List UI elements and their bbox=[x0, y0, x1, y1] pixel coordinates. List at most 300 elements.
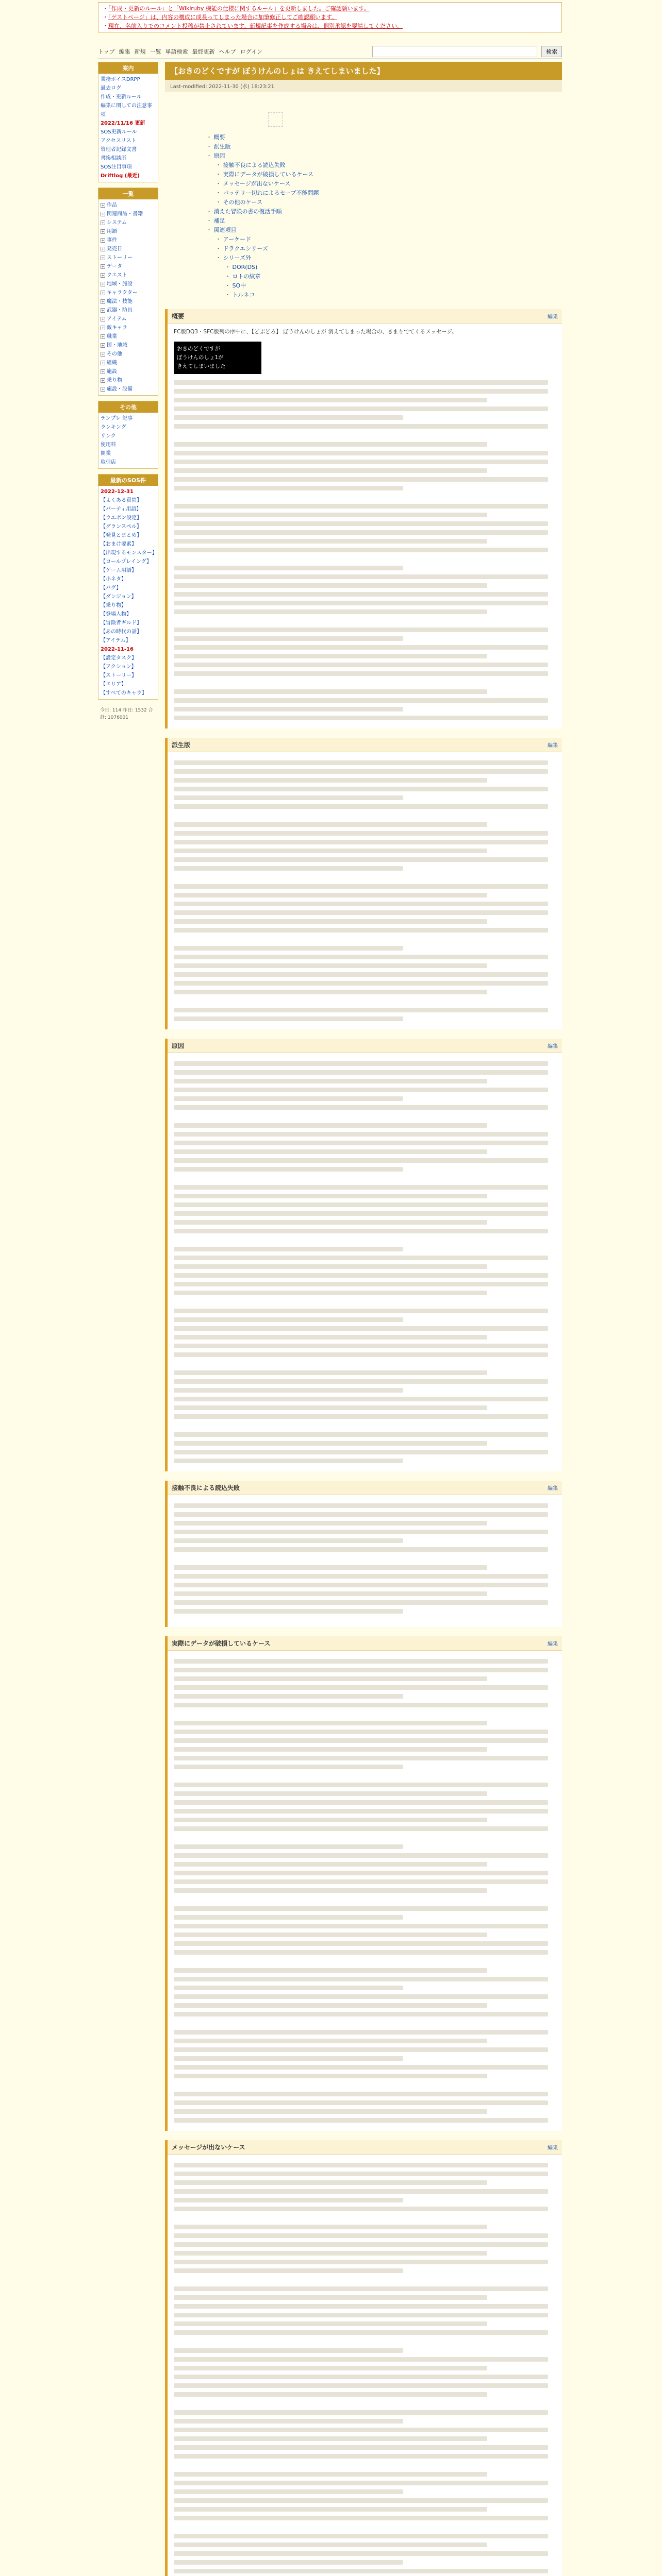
text-line bbox=[174, 1915, 403, 1920]
recent-title: 最新のSOS件 bbox=[98, 474, 158, 486]
text-line bbox=[174, 609, 487, 614]
text-line bbox=[174, 778, 487, 783]
category-item[interactable] bbox=[101, 210, 156, 218]
category-item[interactable] bbox=[101, 306, 156, 315]
expand-icon[interactable]: + bbox=[101, 317, 105, 321]
text-line bbox=[174, 2560, 403, 2565]
paragraph-gap bbox=[174, 556, 556, 562]
text-line bbox=[174, 2304, 548, 2309]
text-line bbox=[174, 2260, 548, 2264]
text-line bbox=[174, 663, 548, 667]
notice-item bbox=[103, 22, 557, 30]
category-item[interactable] bbox=[101, 245, 156, 253]
paragraph-gap bbox=[174, 1711, 556, 1717]
menu-item[interactable]: SOS注目事項 bbox=[101, 164, 132, 170]
text-line bbox=[174, 1061, 548, 1066]
text-line bbox=[174, 1070, 548, 1075]
text-line bbox=[174, 2516, 548, 2520]
text-line bbox=[174, 2172, 548, 2176]
menu-item[interactable]: 書換相談所 bbox=[101, 156, 126, 161]
recent-item[interactable]: 【小ネタ】 bbox=[101, 577, 126, 582]
text-line bbox=[174, 1096, 403, 1101]
text-line bbox=[174, 2189, 548, 2194]
expand-icon[interactable]: + bbox=[101, 291, 105, 295]
menu-item[interactable]: 作成・更新ルール bbox=[101, 94, 142, 100]
category-item[interactable] bbox=[101, 315, 156, 324]
toc-item[interactable]: ・ 接触不良による読込失敗 bbox=[206, 161, 562, 170]
section-body bbox=[168, 324, 562, 728]
category-item[interactable] bbox=[101, 376, 156, 385]
toc-item[interactable]: ・ アーケード bbox=[206, 235, 562, 244]
recent-item[interactable]: 【ゲーム用語】 bbox=[101, 568, 137, 573]
text-line bbox=[174, 1326, 548, 1331]
expand-icon[interactable]: + bbox=[101, 387, 105, 392]
menu-item[interactable]: 管理者記録文書 bbox=[101, 147, 137, 152]
text-line bbox=[174, 1132, 548, 1137]
other-item[interactable]: リンク bbox=[101, 433, 116, 439]
text-line bbox=[174, 1574, 548, 1579]
text-line bbox=[174, 1273, 548, 1278]
text-line bbox=[174, 2225, 487, 2229]
recent-item[interactable]: 【ロールプレイング】 bbox=[101, 559, 152, 565]
recent-item[interactable]: 【登場人物】 bbox=[101, 612, 131, 617]
toolbar-link-list[interactable]: 一覧 bbox=[150, 48, 161, 55]
toc-item[interactable]: ・ SO中 bbox=[206, 281, 562, 291]
recent-item[interactable]: 【出現するモンスター】 bbox=[101, 550, 157, 556]
page-title: 【おきのどくですが ぼうけんのしょは きえてしまいました】 bbox=[165, 62, 562, 80]
text-line bbox=[174, 574, 548, 579]
category-item[interactable] bbox=[101, 262, 156, 271]
expand-icon[interactable]: + bbox=[101, 361, 105, 365]
text-line bbox=[174, 2092, 548, 2096]
text-line bbox=[174, 1800, 548, 1805]
section-edit-link[interactable]: 編集 bbox=[548, 314, 558, 320]
text-line bbox=[174, 955, 548, 959]
text-line bbox=[174, 1123, 487, 1128]
toolbar-link-help[interactable]: ヘルプ bbox=[219, 48, 236, 55]
text-line bbox=[174, 2268, 403, 2273]
other-item[interactable]: ランキング bbox=[101, 425, 126, 430]
article-section bbox=[165, 1636, 562, 2131]
article-section bbox=[165, 2140, 562, 2576]
toc-item[interactable]: ・ 消えた冒険の書の復活手順 bbox=[206, 207, 562, 216]
text-line bbox=[174, 645, 548, 650]
text-line bbox=[174, 1747, 487, 1752]
search-input[interactable] bbox=[372, 46, 537, 57]
sidebar bbox=[98, 62, 158, 723]
section-heading bbox=[168, 2140, 562, 2155]
text-line bbox=[174, 2251, 487, 2256]
recent-item[interactable]: 【パーティ用語】 bbox=[101, 506, 142, 512]
menu-title: 案内 bbox=[98, 62, 158, 74]
paragraph-gap bbox=[174, 1835, 556, 1840]
toc-item[interactable]: ・ メッセージが出ないケース bbox=[206, 179, 562, 189]
expand-icon[interactable]: + bbox=[101, 256, 105, 260]
toc-item[interactable]: ・ 概要 bbox=[206, 133, 562, 142]
toc-item[interactable]: ・ 関連項目 bbox=[206, 226, 562, 235]
text-line bbox=[174, 2207, 548, 2211]
recent-item[interactable]: 【ウエポン設定】 bbox=[101, 515, 142, 521]
notice-link[interactable]: 「作成・更新のルール」と「Wikiruby 機能の仕様に関するルール」を更新しました。ご確認願います。 bbox=[108, 5, 370, 12]
text-line bbox=[174, 2012, 548, 2016]
text-line bbox=[174, 1379, 548, 1384]
text-line bbox=[174, 380, 548, 385]
text-line bbox=[174, 424, 548, 429]
text-line bbox=[174, 707, 403, 711]
text-line bbox=[174, 1933, 487, 1937]
text-line bbox=[174, 1388, 403, 1393]
paragraph-gap bbox=[174, 618, 556, 623]
expand-icon[interactable]: + bbox=[101, 282, 105, 286]
text-line bbox=[174, 2065, 548, 2070]
section-edit-link[interactable]: 編集 bbox=[548, 743, 558, 749]
category-label: 関連商品・書籍 bbox=[107, 211, 143, 217]
section-heading-text: 概要 bbox=[172, 313, 185, 320]
recent-item[interactable]: 【アイテム】 bbox=[101, 638, 131, 643]
text-line bbox=[174, 592, 548, 597]
recent-item[interactable]: 【バグ】 bbox=[101, 585, 122, 591]
category-list bbox=[98, 199, 158, 395]
section-edit-link[interactable]: 編集 bbox=[548, 2145, 558, 2151]
text-line bbox=[174, 1809, 548, 1814]
text-line bbox=[174, 769, 548, 774]
category-label: 作品 bbox=[107, 202, 117, 208]
text-line bbox=[174, 2436, 487, 2441]
text-line bbox=[174, 1202, 548, 1207]
text-line bbox=[174, 1818, 487, 1822]
toc-item[interactable]: ・ その他のケース bbox=[206, 198, 562, 207]
text-line bbox=[174, 919, 487, 924]
paragraph-gap bbox=[174, 2463, 556, 2468]
text-line bbox=[174, 2383, 548, 2388]
text-line bbox=[174, 530, 548, 535]
toc-item[interactable]: ・ DOR(DS) bbox=[206, 263, 562, 272]
category-item[interactable] bbox=[101, 385, 156, 394]
paragraph-gap bbox=[174, 2524, 556, 2530]
expand-icon[interactable]: + bbox=[101, 247, 105, 251]
text-line bbox=[174, 1906, 548, 1911]
text-line bbox=[174, 2003, 487, 2008]
recent-item[interactable]: 【冒険者ギルド】 bbox=[101, 620, 142, 626]
text-line bbox=[174, 1167, 403, 1172]
text-line bbox=[174, 415, 403, 420]
text-line bbox=[174, 2472, 487, 2477]
recent-item[interactable]: 【おまけ要素】 bbox=[101, 541, 137, 547]
text-line bbox=[174, 1694, 403, 1699]
text-line bbox=[174, 1659, 548, 1664]
text-line bbox=[174, 460, 548, 464]
text-line bbox=[174, 2551, 548, 2556]
text-line bbox=[174, 2118, 548, 2123]
text-line bbox=[174, 1530, 548, 1534]
category-label: アイテム bbox=[107, 316, 127, 322]
text-line bbox=[174, 2569, 548, 2573]
section-edit-link[interactable]: 編集 bbox=[548, 1044, 558, 1049]
expand-icon[interactable]: + bbox=[101, 308, 105, 313]
toc-item[interactable]: ・ バッテリー切れによるセーブ不能問題 bbox=[206, 189, 562, 198]
category-item[interactable] bbox=[101, 227, 156, 236]
section-heading bbox=[168, 309, 562, 324]
toc-item[interactable]: ・ 補足 bbox=[206, 216, 562, 226]
other-item[interactable]: 開業 bbox=[101, 451, 111, 456]
section-heading-text: 接触不良による読込失敗 bbox=[172, 1484, 240, 1492]
category-item[interactable] bbox=[101, 367, 156, 376]
section-edit-link[interactable]: 編集 bbox=[548, 1486, 558, 1492]
text-line bbox=[174, 2109, 487, 2114]
text-line bbox=[174, 2163, 548, 2167]
category-item[interactable] bbox=[101, 297, 156, 306]
menu-item[interactable]: SOS更新ルール bbox=[101, 129, 137, 135]
text-line bbox=[174, 2428, 548, 2432]
paragraph-gap bbox=[174, 495, 556, 500]
text-line bbox=[174, 2419, 403, 2424]
paragraph-gap bbox=[174, 433, 556, 438]
expand-icon[interactable]: + bbox=[101, 221, 105, 225]
last-modified: Last-modified: 2022-11-30 (水) 18:23:21 bbox=[165, 80, 562, 92]
main-content bbox=[165, 62, 562, 2576]
category-item[interactable] bbox=[101, 218, 156, 227]
paragraph-gap bbox=[174, 1773, 556, 1778]
paragraph-gap bbox=[174, 813, 556, 818]
text-line bbox=[174, 2348, 403, 2353]
category-item[interactable] bbox=[101, 324, 156, 332]
menu-item[interactable]: 編集に関しての注意事項 bbox=[101, 103, 152, 117]
notice-link[interactable]: 「ゲストページ」は、内容の構成に成長ってしまった場合に加筆修正してご確認願います。 bbox=[108, 14, 337, 21]
other-item[interactable]: テンプレ 記事 bbox=[101, 416, 133, 421]
recent-item[interactable]: 【アクション】 bbox=[101, 664, 137, 670]
menu-date: 2022/11/16 更新 bbox=[101, 121, 145, 126]
recent-item[interactable]: 【エリア】 bbox=[101, 682, 126, 687]
expand-icon[interactable]: + bbox=[101, 334, 105, 339]
category-item[interactable] bbox=[101, 341, 156, 350]
text-line bbox=[174, 1247, 403, 1251]
paragraph-gap bbox=[174, 998, 556, 1004]
expand-icon[interactable]: + bbox=[101, 238, 105, 243]
text-line bbox=[174, 2233, 548, 2238]
recent-item[interactable]: 【乗り物】 bbox=[101, 603, 126, 608]
expand-icon[interactable]: + bbox=[101, 378, 105, 383]
notice-item bbox=[103, 4, 557, 13]
quote-line: ぼうけんのしょ1が bbox=[177, 354, 224, 361]
text-line bbox=[174, 1765, 403, 1769]
menu-item[interactable]: アクセスリスト bbox=[101, 138, 137, 144]
toc-item[interactable]: ・ ロトの紋章 bbox=[206, 272, 562, 281]
paragraph-gap bbox=[174, 2021, 556, 2026]
text-line bbox=[174, 1676, 487, 1681]
category-item[interactable] bbox=[101, 271, 156, 280]
text-line bbox=[174, 1609, 403, 1614]
expand-icon[interactable]: + bbox=[101, 273, 105, 278]
expand-icon[interactable]: + bbox=[101, 264, 105, 269]
text-line bbox=[174, 1008, 548, 1012]
text-line bbox=[174, 2330, 548, 2335]
quote-line: きえてしまいました bbox=[177, 363, 226, 369]
recent-item[interactable]: 【ダンジョン】 bbox=[101, 594, 137, 600]
text-line bbox=[174, 2445, 548, 2450]
paragraph-gap bbox=[174, 2215, 556, 2221]
category-item[interactable] bbox=[101, 332, 156, 341]
text-line bbox=[174, 1291, 487, 1295]
category-item[interactable] bbox=[101, 350, 156, 359]
text-line bbox=[174, 2366, 487, 2370]
category-label: 発売日 bbox=[107, 246, 122, 252]
paragraph-gap bbox=[174, 1361, 556, 1366]
text-line bbox=[174, 2534, 548, 2538]
toc-item[interactable]: ・ シリーズ外 bbox=[206, 253, 562, 263]
text-line bbox=[174, 990, 487, 994]
text-line bbox=[174, 566, 403, 570]
category-label: ストーリー bbox=[107, 255, 133, 261]
expand-icon[interactable]: + bbox=[101, 369, 105, 374]
text-line bbox=[174, 1853, 548, 1858]
text-line bbox=[174, 1888, 487, 1893]
game-message-quote bbox=[174, 342, 261, 374]
recent-item[interactable]: 【あの時代の話】 bbox=[101, 629, 142, 635]
toc-item[interactable]: ・ ドラクエシリーズ bbox=[206, 244, 562, 253]
text-line bbox=[174, 2047, 548, 2052]
text-line bbox=[174, 468, 487, 473]
text-line bbox=[174, 1335, 487, 1340]
text-line bbox=[174, 521, 548, 526]
section-body bbox=[168, 1495, 562, 1627]
category-item[interactable] bbox=[101, 280, 156, 289]
text-line bbox=[174, 2481, 548, 2485]
text-line bbox=[174, 1194, 487, 1198]
section-body bbox=[168, 1651, 562, 2131]
menu-item[interactable]: 業務ボイスDRPP bbox=[101, 77, 140, 82]
text-line bbox=[174, 689, 487, 694]
text-line bbox=[174, 504, 548, 509]
section-heading-text: 原因 bbox=[172, 1042, 185, 1049]
other-box bbox=[98, 401, 158, 469]
text-line bbox=[174, 1079, 487, 1083]
category-item[interactable] bbox=[101, 359, 156, 367]
toolbar-link-edit[interactable]: 編集 bbox=[119, 48, 130, 55]
category-label: 施設・設備 bbox=[107, 386, 133, 392]
recent-item[interactable]: 【発見とまとめ】 bbox=[101, 533, 142, 538]
text-line bbox=[174, 1105, 548, 1110]
category-label: 職業 bbox=[107, 334, 117, 340]
text-line bbox=[174, 1600, 548, 1605]
article-section bbox=[165, 738, 562, 1029]
toc-item[interactable]: ・ トルネコ bbox=[206, 291, 562, 300]
section-edit-link[interactable]: 編集 bbox=[548, 1641, 558, 1647]
text-line bbox=[174, 760, 548, 765]
expand-icon[interactable]: + bbox=[101, 203, 105, 208]
toolbar-link-search[interactable]: 単語検索 bbox=[165, 48, 188, 55]
text-line bbox=[174, 2507, 487, 2512]
access-counter: 今日: 114 昨日: 1532 合計: 1076001 bbox=[100, 708, 153, 720]
toolbar-link-login[interactable]: ログイン bbox=[240, 48, 263, 55]
text-line bbox=[174, 1317, 403, 1322]
category-label: 組織 bbox=[107, 360, 117, 366]
recent-item[interactable]: 【グランスペル】 bbox=[101, 524, 142, 530]
text-line bbox=[174, 1583, 548, 1587]
notice-item bbox=[103, 13, 557, 22]
paragraph-gap bbox=[174, 1556, 556, 1561]
text-line bbox=[174, 1862, 487, 1867]
toolbar-link-new[interactable]: 新規 bbox=[134, 48, 146, 55]
paragraph-gap bbox=[174, 1114, 556, 1119]
toc-item[interactable]: ・ 原因 bbox=[206, 151, 562, 161]
toc-item[interactable]: ・ 派生版 bbox=[206, 142, 562, 151]
category-label: 地域・施設 bbox=[107, 281, 133, 287]
section-body bbox=[168, 752, 562, 1029]
recent-item[interactable]: 【設定タスク】 bbox=[101, 655, 137, 661]
text-line bbox=[174, 451, 548, 455]
text-line bbox=[174, 902, 548, 906]
toolbar-link-top[interactable]: トップ bbox=[98, 48, 115, 55]
text-line bbox=[174, 1783, 548, 1787]
text-line bbox=[174, 963, 487, 968]
article-section bbox=[165, 1481, 562, 1627]
expand-icon[interactable]: + bbox=[101, 326, 105, 330]
text-line bbox=[174, 1450, 548, 1454]
other-item[interactable]: 使用料 bbox=[101, 442, 116, 448]
text-line bbox=[174, 2498, 548, 2503]
text-line bbox=[174, 1994, 548, 1999]
text-line bbox=[174, 1220, 487, 1225]
other-item[interactable]: 取引店 bbox=[101, 460, 116, 465]
notice-box bbox=[98, 2, 562, 32]
text-line bbox=[174, 2286, 548, 2291]
text-line bbox=[174, 716, 548, 720]
paragraph-gap bbox=[174, 2082, 556, 2088]
category-item[interactable] bbox=[101, 253, 156, 262]
section-body bbox=[168, 2155, 562, 2576]
recent-item[interactable]: 【すべてのキャラ】 bbox=[101, 690, 147, 696]
recent-item[interactable]: 【ストーリー】 bbox=[101, 673, 137, 679]
text-line bbox=[174, 831, 548, 836]
text-line bbox=[174, 2543, 487, 2547]
text-line bbox=[174, 1441, 487, 1446]
menu-item[interactable]: 過去ログ bbox=[101, 86, 121, 91]
text-line bbox=[174, 1282, 548, 1286]
recent-date: 2022-11-16 bbox=[101, 647, 134, 652]
recent-item[interactable]: 【よくある質問】 bbox=[101, 498, 142, 503]
toolbar-link-recent[interactable]: 最終更新 bbox=[192, 48, 215, 55]
text-line bbox=[174, 1256, 548, 1260]
category-label: その他 bbox=[107, 351, 122, 357]
menu-item[interactable]: Driftlog (最近) bbox=[101, 173, 140, 179]
notice-link[interactable]: 現在、名前入りでのコメント投稿が禁止されています。新規記事を作成する場合は、個別承認を要請してください。 bbox=[108, 23, 403, 29]
expand-icon[interactable]: + bbox=[101, 229, 105, 234]
article-section bbox=[165, 309, 562, 728]
text-line bbox=[174, 636, 403, 641]
section-heading-text: 派生版 bbox=[172, 741, 191, 749]
paragraph-gap bbox=[174, 1897, 556, 1902]
text-line bbox=[174, 972, 548, 977]
text-line bbox=[174, 849, 487, 853]
category-item[interactable] bbox=[101, 201, 156, 210]
text-line bbox=[174, 795, 403, 800]
text-line bbox=[174, 1565, 487, 1570]
text-line bbox=[174, 671, 548, 676]
toc-item[interactable]: ・ 実際にデータが破損しているケース bbox=[206, 170, 562, 179]
expand-icon[interactable]: + bbox=[101, 299, 105, 304]
expand-icon[interactable]: + bbox=[101, 352, 105, 357]
search-button[interactable]: 検索 bbox=[541, 46, 562, 57]
category-item[interactable] bbox=[101, 289, 156, 297]
text-line bbox=[174, 1459, 403, 1463]
category-item[interactable] bbox=[101, 236, 156, 245]
expand-icon[interactable]: + bbox=[101, 212, 105, 216]
expand-icon[interactable]: + bbox=[101, 343, 105, 348]
text-line bbox=[174, 884, 548, 889]
text-line bbox=[174, 840, 548, 844]
text-line bbox=[174, 1229, 548, 1233]
category-label: 乗り物 bbox=[107, 378, 122, 383]
